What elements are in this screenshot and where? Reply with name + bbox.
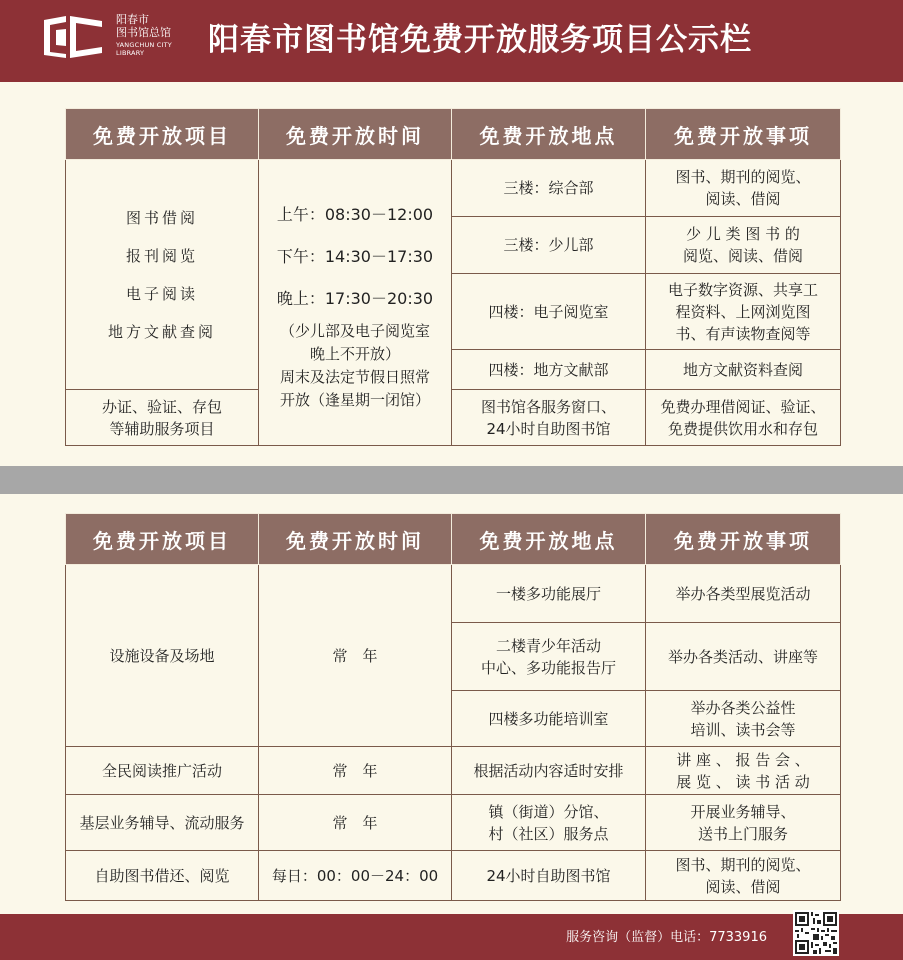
location-line: 中心、多功能报告厅 xyxy=(480,658,616,677)
header-cell-item: 免费开放项目 xyxy=(66,514,259,565)
open-services-table-1 xyxy=(65,108,841,446)
service-cell xyxy=(646,565,841,623)
aux-service-line: 免费提供饮用水和存包 xyxy=(667,419,818,438)
service-line: 送书上门服务 xyxy=(697,824,788,843)
table-row xyxy=(66,795,841,851)
item-label: 地方文献查阅 xyxy=(107,322,216,341)
service-cell xyxy=(646,217,841,274)
aux-item-line: 办证、验证、存包 xyxy=(101,397,222,416)
service-cell xyxy=(646,691,841,747)
service-line: 电子数字资源、共享工 xyxy=(667,280,818,299)
service-cell xyxy=(646,747,841,795)
service-line: 阅览、阅读、借阅 xyxy=(682,247,803,265)
header-cell-location: 免费开放地点 xyxy=(452,109,646,160)
header-cell-time: 免费开放时间 xyxy=(259,514,452,565)
item-cell: 全民阅读推广活动 xyxy=(66,747,259,795)
table-row xyxy=(66,565,841,623)
service-cell xyxy=(646,274,841,350)
items-cell xyxy=(66,160,259,390)
aux-location-cell xyxy=(452,390,646,446)
location-line: 24小时自助图书馆 xyxy=(486,866,611,885)
table-header-row xyxy=(66,109,841,160)
location-line: 二楼青少年活动 xyxy=(495,636,601,655)
hours-note: （少儿部及电子阅览室 xyxy=(279,321,430,340)
time-cell: 每日：00：00－24：00 xyxy=(259,851,452,901)
service-cell xyxy=(646,851,841,901)
item-label: 图书借阅 xyxy=(125,208,198,227)
location-cell xyxy=(452,623,646,691)
logo-cn-line2: 图书馆总馆 xyxy=(116,26,171,39)
time-cell: 常 年 xyxy=(259,747,452,795)
table-header-row xyxy=(66,514,841,565)
logo-cn-line1: 阳春市 xyxy=(116,13,149,26)
item-label: 报刊阅览 xyxy=(125,246,198,265)
header-cell-service: 免费开放事项 xyxy=(646,109,841,160)
table-row xyxy=(66,390,841,446)
header-cell-item: 免费开放项目 xyxy=(66,109,259,160)
time-cell: 常 年 xyxy=(259,795,452,851)
service-line: 举办各类公益性 xyxy=(690,698,796,717)
service-cell xyxy=(646,623,841,691)
location-cell xyxy=(452,565,646,623)
service-cell xyxy=(646,160,841,217)
hotline-text: 服务咨询（监督）电话：7733916 xyxy=(566,930,767,945)
hours-note: 周末及法定节假日照常 xyxy=(279,367,430,386)
location-cell xyxy=(452,691,646,747)
header-cell-time: 免费开放时间 xyxy=(259,109,452,160)
divider-band xyxy=(0,466,903,494)
page-title: 阳春市图书馆免费开放服务项目公示栏 xyxy=(208,22,752,58)
aux-service-line: 免费办理借阅证、验证、 xyxy=(660,397,826,416)
location-cell xyxy=(452,795,646,851)
hours-evening: 晚上：17:30－20:30 xyxy=(276,288,434,308)
service-line: 阅读、借阅 xyxy=(705,190,781,208)
service-cell xyxy=(646,795,841,851)
location-line: 村（社区）服务点 xyxy=(488,824,609,843)
logo-en-line2: LIBRARY xyxy=(116,48,145,57)
hours-morning: 上午：08:30－12:00 xyxy=(276,204,434,224)
service-line: 举办各类型展览活动 xyxy=(675,584,811,603)
service-line: 展 览 、 读 书 活 动 xyxy=(676,772,810,791)
service-line: 阅读、借阅 xyxy=(705,877,781,896)
logo-text xyxy=(116,13,172,57)
library-logo-icon xyxy=(42,14,104,60)
service-line: 书、有声读物查阅等 xyxy=(675,324,811,343)
open-services-table-2 xyxy=(65,513,841,901)
header-banner xyxy=(0,0,903,82)
header-cell-service: 免费开放事项 xyxy=(646,514,841,565)
location-cell: 四楼：电子阅览室 xyxy=(452,274,646,350)
aux-item-cell xyxy=(66,390,259,446)
facility-item-cell: 设施设备及场地 xyxy=(66,565,259,747)
item-cell: 基层业务辅导、流动服务 xyxy=(66,795,259,851)
location-cell: 四楼：地方文献部 xyxy=(452,350,646,390)
location-line: 四楼多功能培训室 xyxy=(488,709,609,728)
service-line: 举办各类活动、讲座等 xyxy=(667,647,818,666)
table-row xyxy=(66,851,841,901)
location-cell: 三楼：综合部 xyxy=(452,160,646,217)
location-cell xyxy=(452,747,646,795)
service-line: 培训、读书会等 xyxy=(690,720,796,739)
service-line: 讲 座 、 报 告 会 、 xyxy=(676,750,810,769)
location-line: 根据活动内容适时安排 xyxy=(473,761,624,780)
aux-location-line: 图书馆各服务窗口、 xyxy=(480,397,616,416)
hours-note: 开放（逢星期一闭馆） xyxy=(279,390,430,409)
service-line: 少 儿 类 图 书 的 xyxy=(686,225,800,243)
table-row xyxy=(66,160,841,217)
location-line: 一楼多功能展厅 xyxy=(495,584,601,603)
service-line: 地方文献资料查阅 xyxy=(682,360,803,379)
service-line: 开展业务辅导、 xyxy=(690,802,796,821)
header-cell-location: 免费开放地点 xyxy=(452,514,646,565)
service-line: 程资料、上网浏览图 xyxy=(675,302,811,321)
aux-location-line: 24小时自助图书馆 xyxy=(486,419,611,438)
hours-note: 晚上不开放） xyxy=(309,344,400,363)
aux-service-cell xyxy=(646,390,841,446)
item-cell: 自助图书借还、阅览 xyxy=(66,851,259,901)
service-line: 图书、期刊的阅览、 xyxy=(675,855,811,874)
logo-en-line1: YANGCHUN CITY xyxy=(116,41,172,49)
qr-code-icon xyxy=(793,910,839,956)
aux-item-line: 等辅助服务项目 xyxy=(109,419,215,438)
facility-time-cell: 常 年 xyxy=(259,565,452,747)
table-row xyxy=(66,747,841,795)
item-label: 电子阅读 xyxy=(125,284,198,303)
hours-afternoon: 下午：14:30－17:30 xyxy=(276,246,434,266)
hours-cell xyxy=(259,160,452,446)
location-cell xyxy=(452,851,646,901)
footer-bar xyxy=(0,914,903,960)
service-cell xyxy=(646,350,841,390)
location-cell: 三楼：少儿部 xyxy=(452,217,646,274)
service-line: 图书、期刊的阅览、 xyxy=(675,168,811,186)
location-line: 镇（街道）分馆、 xyxy=(488,802,609,821)
